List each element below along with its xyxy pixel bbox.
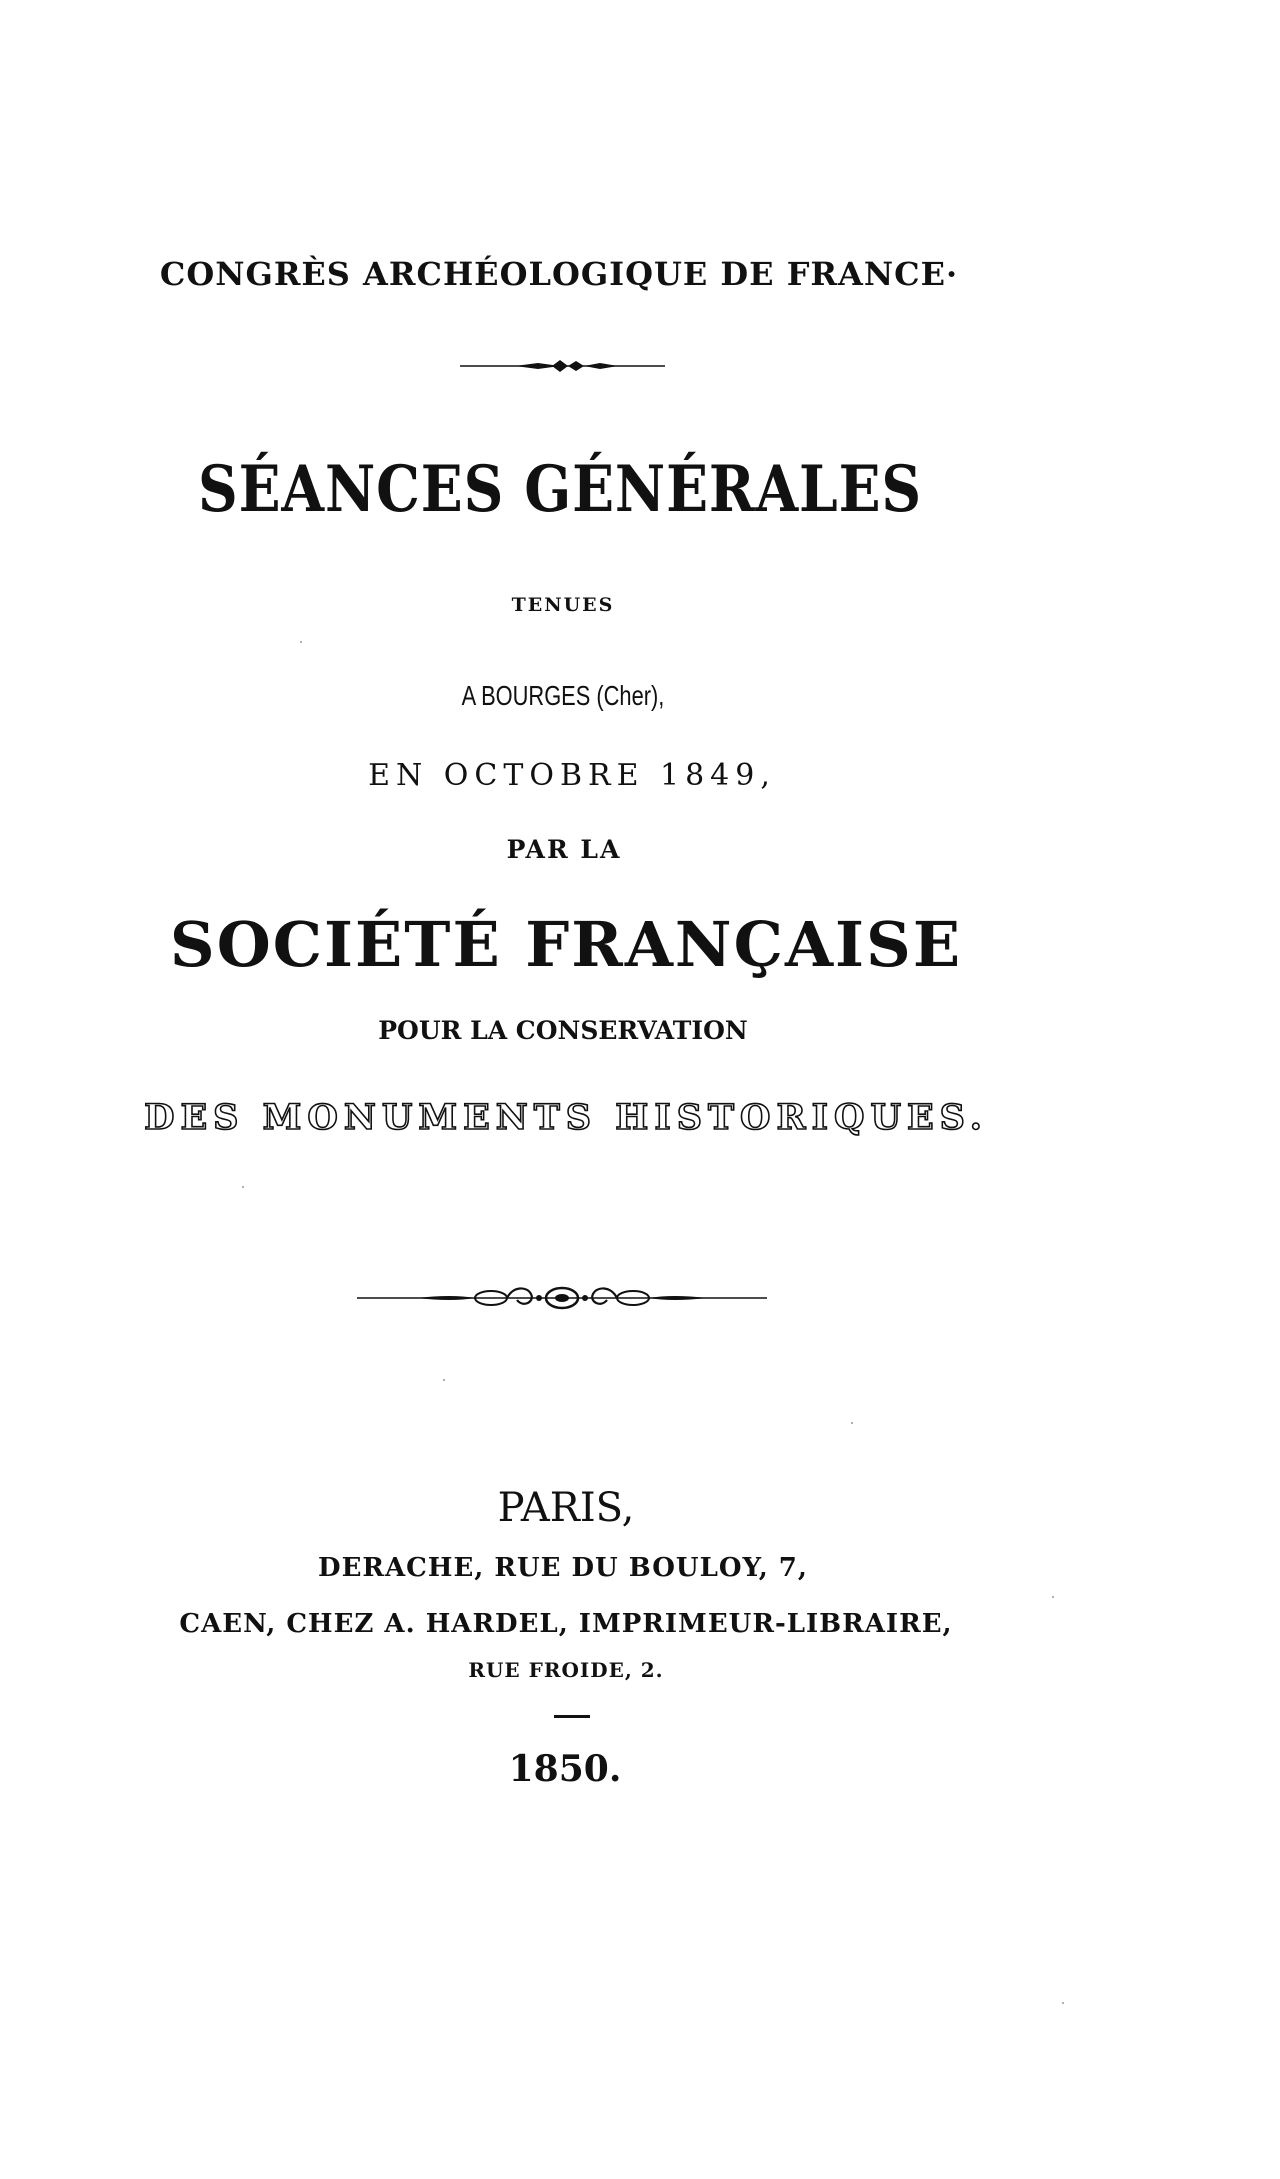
held-text: TENUES xyxy=(511,594,615,616)
society-name: SOCIÉTÉ FRANÇAISE xyxy=(169,908,963,981)
paper-speck xyxy=(1052,1596,1054,1598)
paper-speck xyxy=(242,1186,244,1188)
imprint-city: PARIS, xyxy=(497,1485,635,1531)
paper-speck xyxy=(851,1422,853,1424)
scroll-rule-ornament xyxy=(357,1283,767,1313)
date-text: EN OCTOBRE 1849, xyxy=(368,758,776,793)
paper-speck xyxy=(443,1379,445,1381)
imprint-year: 1850. xyxy=(508,1748,622,1790)
imprint-street: RUE FROIDE, 2. xyxy=(468,1658,664,1682)
by-text: PAR LA xyxy=(506,835,622,864)
monuments-heading: DES MONUMENTS HISTORIQUES. xyxy=(144,1097,988,1138)
main-title: SÉANCES GÉNÉRALES xyxy=(197,452,923,527)
purpose-text: POUR LA CONSERVATION xyxy=(378,1016,748,1045)
congress-heading: CONGRÈS ARCHÉOLOGIQUE DE FRANCE· xyxy=(159,255,959,293)
paper-speck xyxy=(1062,2002,1064,2004)
place-text: A BOURGES (Cher), xyxy=(461,680,665,711)
imprint-printer: CAEN, CHEZ A. HARDEL, IMPRIMEUR-LIBRAIRE, xyxy=(179,1609,953,1639)
paper-speck xyxy=(300,641,302,643)
diamond-rule-ornament xyxy=(460,359,665,373)
imprint-publisher: DERACHE, RUE DU BOULOY, 7, xyxy=(318,1553,808,1583)
short-dash-rule xyxy=(554,1715,590,1718)
